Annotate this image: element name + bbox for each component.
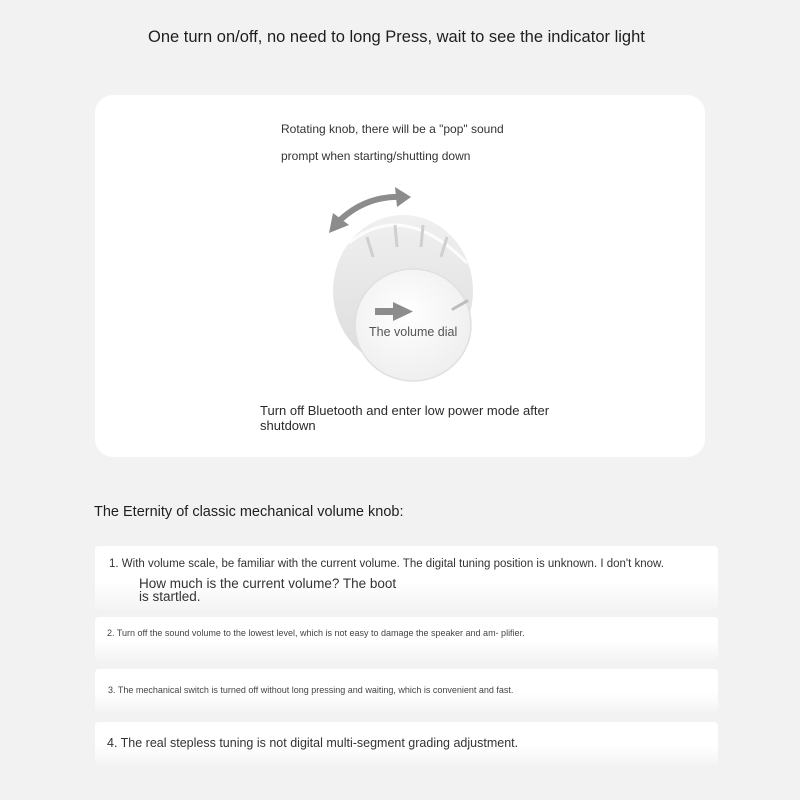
benefit-item-2 xyxy=(95,617,718,660)
section-title: The Eternity of classic mechanical volume knob: xyxy=(94,504,404,520)
volume-knob-illustration xyxy=(315,185,485,385)
benefit-item-1 xyxy=(95,546,718,610)
benefit-text: 4. The real stepless tuning is not digital multi-segment grading adjustment. xyxy=(107,736,519,750)
volume-dial-label: The volume dial xyxy=(369,325,458,339)
knob-note-line1: Rotating knob, there will be a "pop" sound xyxy=(281,122,504,136)
headline: One turn on/off, no need to long Press, wait to see the indicator light xyxy=(148,28,645,46)
benefit-subtext: How much is the current volume? The boot is startled. xyxy=(139,576,397,604)
benefit-item-4 xyxy=(95,722,718,765)
feature-card xyxy=(95,95,705,457)
benefit-text: 1. With volume scale, be familiar with the current volume. The digital tuning position is unknown. I don't know. xyxy=(109,558,664,570)
knob-body xyxy=(333,215,473,381)
benefit-text: 3. The mechanical switch is turned off without long pressing and waiting, which is convenient and fast. xyxy=(108,685,514,695)
benefit-text: 2. Turn off the sound volume to the lowest level, which is not easy to damage the speaker and am- plifier. xyxy=(107,628,525,638)
bluetooth-note: Turn off Bluetooth and enter low power mode after shutdown xyxy=(260,403,550,433)
benefit-item-3 xyxy=(95,669,718,712)
knob-note-line2: prompt when starting/shutting down xyxy=(281,149,471,163)
